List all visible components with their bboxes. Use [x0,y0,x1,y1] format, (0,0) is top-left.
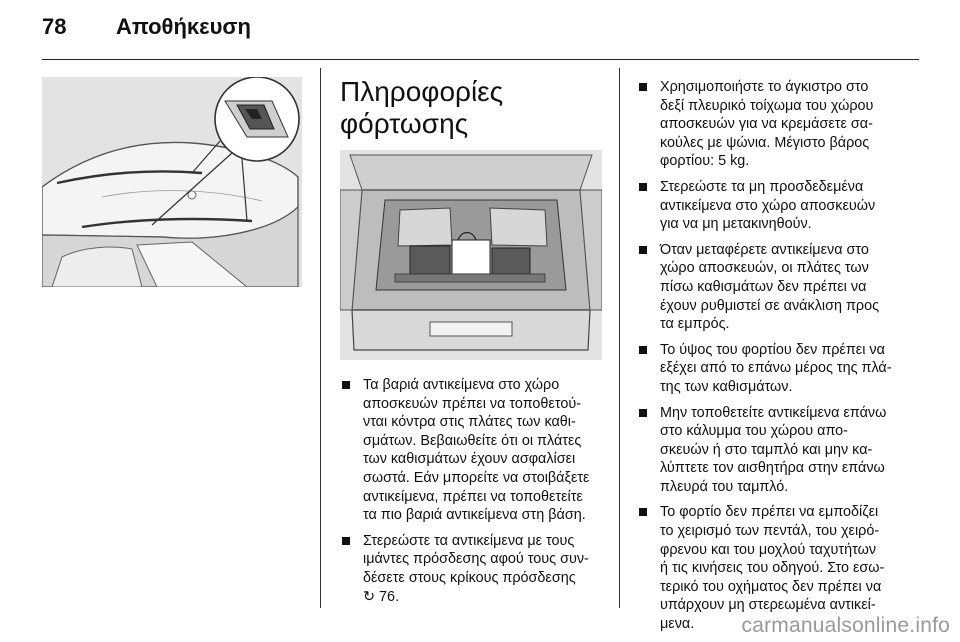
list-item [340,376,615,525]
list-item [340,532,615,606]
list-item-text: Το ύψος του φορτίου δεν πρέπει να εξέχει από το επάνω μέρος της πλά- της των καθισμάτων. [660,341,892,395]
header-rule [42,59,919,60]
list-item-text: Στερεώστε τα αντικείμενα με τους ιμάντες πρόσδεσης αφού τους συν- δέσετε στους κρίκους πρόσδεσης ↻ 76. [363,532,589,605]
list-item [637,178,920,234]
list-item-text: Το φορτίο δεν πρέπει να εμποδίζει το χειρισμό των πεντάλ, του χειρό- φρενου και του μοχλού ταχυτήτων ή τις κινήσεις του οδηγού. Στο εσω- τερικό του οχήματος δεν πρέπει να υπάρχουν μη στερεωμένα αντικεί- μενα. [660,504,885,633]
bullet-square-icon [639,183,647,191]
watermark: carmanualsonline.info [741,614,950,637]
list-item-text: Τα βαριά αντικείμενα στο χώρο αποσκευών πρέπει να τοποθετού- νται κόντρα στις πλάτες των καθι- σμάτων. Βεβαιωθείτε ότι οι πλάτες των καθισμάτων έχουν ασφαλίσει σωστά. Εάν μπορείτε να στοιβάξετε αντικείμενα, πρέπει να τοποθετείτε τα πιο βαριά αντικείμενα στη βάση. [363,377,590,524]
list-item-text: Στερεώστε τα μη προσδεδεμένα αντικείμενα στο χώρο αποσκευών για να μη μετακινηθούν. [660,178,876,233]
roof-rail-drawing [42,77,302,287]
chapter-title: Αποθήκευση [116,14,251,39]
loading-bullets-right [637,78,920,641]
column-divider-right [619,68,620,608]
list-item [637,78,920,171]
list-item-text: Χρησιμοποιήστε το άγκιστρο στο δεξί πλευρικό τοίχωμα του χώρου αποσκευών για να κρεμάσετε σα- κούλες με ψώνια. Μέγιστο βάρος φορτίου: 5 kg. [660,79,874,170]
bullet-square-icon [639,409,647,417]
bullet-square-icon [639,346,647,354]
list-item [637,341,920,397]
column-divider-left [320,68,321,608]
bullet-square-icon [639,508,647,516]
list-item [637,241,920,334]
roof-illustration [42,77,302,287]
trunk-loading-drawing [340,150,602,360]
bullet-square-icon [639,83,647,91]
bullet-square-icon [639,246,647,254]
section-title-text: Πληροφορίες φόρτωσης [340,76,504,139]
bullet-square-icon [342,537,350,545]
list-item [637,404,920,497]
loading-bullets-left [340,376,615,613]
list-item-text: Μην τοποθετείτε αντικείμενα επάνω στο κάλυμμα του χώρου απο- σκευών ή στο ταμπλό και μην κα- λύπτετε τον αισθητήρα στην επάνω πλευρά του ταμπλό. [660,404,887,495]
section-title [340,76,600,140]
trunk-illustration [340,150,602,360]
bullet-square-icon [342,381,350,389]
page-number: 78 [42,14,67,39]
list-item-text: Όταν μεταφέρετε αντικείμενα στο χώρο αποσκευών, οι πλάτες των πίσω καθισμάτων δεν πρέπει να έχουν ρυθμιστεί σε ανάκλιση προς τα εμπρός. [660,241,880,333]
